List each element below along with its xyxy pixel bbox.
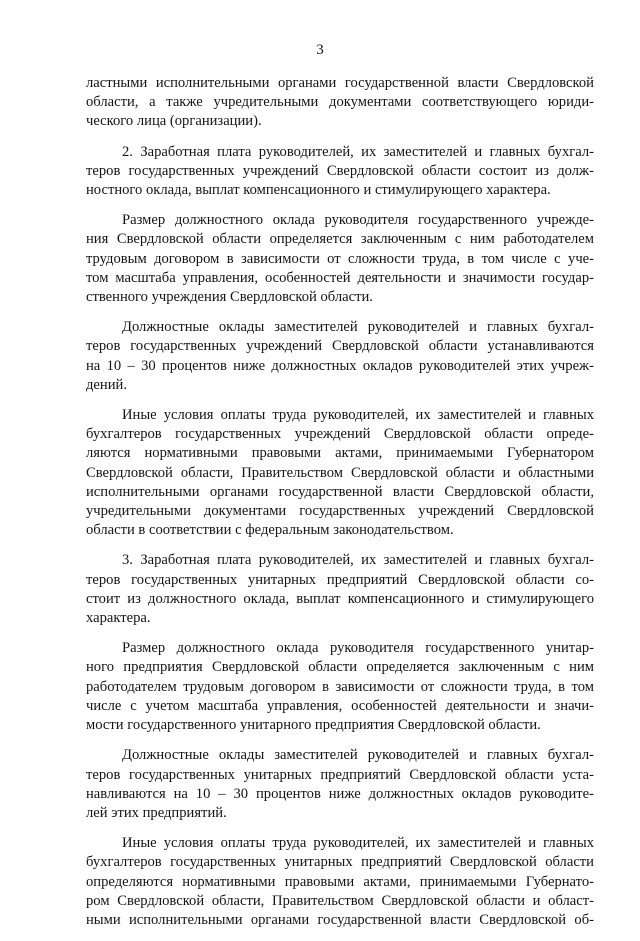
paragraph: [86, 746, 594, 823]
paragraph-line: ного предприятия Свердловской области определяется заключенным с ним: [86, 659, 594, 676]
paragraph: [86, 406, 594, 540]
paragraph-line: лей этих предприятий.: [86, 804, 227, 821]
paragraph: [86, 551, 594, 628]
paragraph-line: ляются нормативными правовыми актами, принимаемыми Губернатором: [86, 445, 594, 462]
paragraph-line: бухгалтеров государственных учреждений Свердловской области опреде-: [86, 426, 594, 443]
paragraph-line: характера.: [86, 610, 151, 627]
paragraph-line: учредительными документами государственных учреждений Свердловской: [86, 503, 594, 520]
paragraph-line: Размер должностного оклада руководителя государственного унитар-: [122, 640, 594, 657]
paragraph-line: ственного учреждения Свердловской области.: [86, 289, 373, 306]
paragraph: [86, 143, 594, 201]
paragraph-line: ластными исполнительными органами государственной власти Свердловской: [86, 75, 594, 91]
paragraph-line: ными исполнительными органами государственной власти Свердловской об-: [86, 911, 594, 928]
paragraph-line: том масштаба управления, особенностей деятельности и значимости государ-: [86, 269, 594, 286]
paragraph-line: ческого лица (организации).: [86, 113, 262, 130]
paragraph-line: на 10 – 30 процентов ниже должностных окладов руководителей этих учреж-: [86, 357, 594, 374]
paragraph-line: Должностные оклады заместителей руководителей и главных бухгал-: [122, 319, 594, 336]
paragraph-line: теров государственных учреждений Свердловской области состоит из долж-: [86, 162, 594, 179]
paragraph-line: ния Свердловской области определяется заключенным с ним работодателем: [86, 231, 594, 248]
paragraph-line: числе с учетом масштаба управления, особенностей деятельности и значи-: [86, 697, 594, 714]
paragraph-line: ром Свердловской области, Правительством Свердловской области и област-: [86, 892, 594, 909]
paragraph-line: работодателем трудовым договором в зависимости от сложности труда, в том: [86, 678, 594, 695]
paragraph-line: области, а также учредительными документами соответствующего юриди-: [86, 94, 594, 111]
paragraph-line: теров государственных учреждений Свердловской области устанавливаются: [86, 338, 594, 355]
paragraph-line: трудовым договором в зависимости от сложности труда, в том числе с уче-: [86, 250, 594, 267]
paragraph-line: 3. Заработная плата руководителей, их заместителей и главных бухгал-: [122, 552, 594, 569]
paragraph-line: Размер должностного оклада руководителя государственного учрежде-: [122, 212, 594, 229]
paragraph: [86, 834, 594, 930]
paragraph-line: Иные условия оплаты труда руководителей, их заместителей и главных: [122, 407, 594, 424]
paragraph-line: стоит из должностного оклада, выплат компенсационного и стимулирующего: [86, 590, 594, 607]
paragraph: [86, 211, 594, 307]
paragraph-line: 2. Заработная плата руководителей, их заместителей и главных бухгал-: [122, 143, 594, 160]
paragraph-line: определяются нормативными правовыми актами, принимаемыми Губернато-: [86, 873, 594, 890]
document-body: [86, 74, 594, 941]
paragraph-line: бухгалтеров государственных унитарных предприятий Свердловской области: [86, 854, 594, 871]
paragraph-line: Иные условия оплаты труда руководителей, их заместителей и главных: [122, 835, 594, 852]
paragraph-line: теров государственных унитарных предприятий Свердловской области уста-: [86, 766, 594, 783]
paragraph-line: исполнительными органами государственной власти Свердловской области,: [86, 483, 594, 500]
paragraph-line: теров государственных унитарных предприятий Свердловской области со-: [86, 571, 594, 588]
paragraph: [86, 318, 594, 395]
paragraph: [86, 74, 594, 132]
page-number: 3: [316, 42, 324, 58]
paragraph: [86, 639, 594, 735]
paragraph-line: Свердловской области, Правительством Свердловской области и областными: [86, 464, 594, 481]
paragraph-line: ностного оклада, выплат компенсационного и стимулирующего характера.: [86, 182, 551, 199]
paragraph-line: области в соответствии с федеральным законодательством.: [86, 522, 454, 539]
paragraph-line: дений.: [86, 376, 127, 393]
paragraph-line: навливаются на 10 – 30 процентов ниже должностных окладов руководите-: [86, 785, 594, 802]
paragraph-line: Должностные оклады заместителей руководителей и главных бухгал-: [122, 747, 594, 764]
paragraph-line: мости государственного унитарного предприятия Свердловской области.: [86, 717, 541, 734]
